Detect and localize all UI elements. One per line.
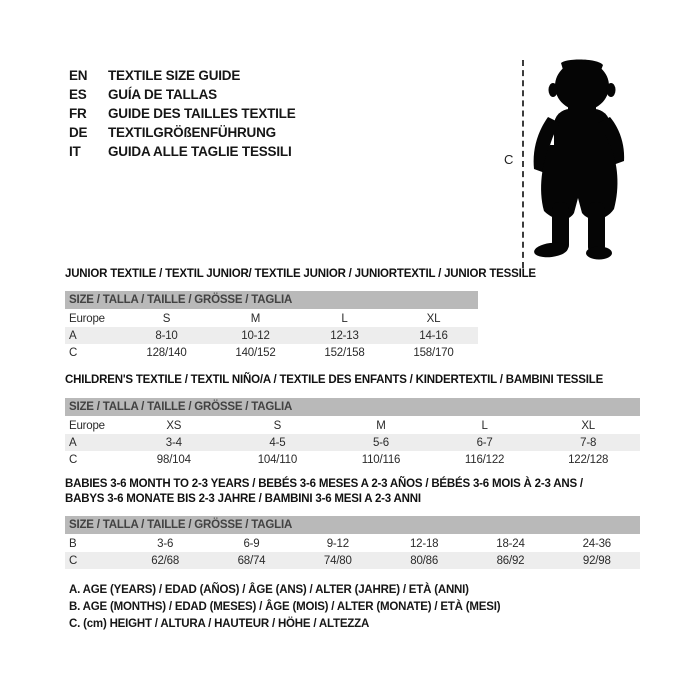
height-cell: 158/170 <box>413 346 454 359</box>
age-cell: 6-7 <box>476 436 493 449</box>
height-cell: 62/68 <box>151 554 180 567</box>
size-cell: S <box>162 312 171 325</box>
size-cell: M <box>376 419 386 432</box>
size-cell: XL <box>581 419 595 432</box>
height-cell: 122/128 <box>568 453 609 466</box>
size-header-bar: SIZE / TALLA / TAILLE / GRÖSSE / TAGLIA <box>65 398 640 416</box>
table-title: CHILDREN'S TEXTILE / TEXTIL NIÑO/A / TEXTILE DES ENFANTS / KINDERTEXTIL / BAMBINI TESSILE <box>65 374 604 386</box>
table-row <box>65 552 640 569</box>
table-title-line2: BABYS 3-6 MONATE BIS 2-3 JAHRE / BAMBINI 3-6 MESI A 2-3 ANNI <box>65 493 421 505</box>
age-cell: 12-13 <box>330 329 359 342</box>
row-label: A <box>69 329 77 342</box>
table-row <box>65 535 640 552</box>
height-cell: 104/110 <box>257 453 298 466</box>
size-cell: L <box>341 312 348 325</box>
age-cell: 9-12 <box>326 537 349 550</box>
table-title-line1: BABIES 3-6 MONTH TO 2-3 YEARS / BEBÉS 3-6 MESES A 2-3 AÑOS / BÉBÉS 3-6 MOIS À 2-3 ANS / <box>65 478 583 490</box>
age-cell: 6-9 <box>243 537 260 550</box>
junior-textile-table <box>65 267 536 361</box>
language-row-es <box>69 85 296 104</box>
language-label: GUIDE DES TAILLES TEXTILE <box>108 106 296 121</box>
height-cell: 116/122 <box>464 453 505 466</box>
row-label: Europe <box>69 312 105 325</box>
age-cell: 8-10 <box>155 329 178 342</box>
language-code: ES <box>69 87 87 102</box>
height-cell: 128/140 <box>146 346 187 359</box>
row-label: C <box>69 346 78 359</box>
height-cell: 152/158 <box>324 346 365 359</box>
babies-textile-table <box>65 477 640 569</box>
language-row-fr <box>69 104 296 123</box>
height-cell: 140/152 <box>235 346 276 359</box>
height-cell: 80/86 <box>410 554 439 567</box>
table-row <box>65 344 478 361</box>
language-code: EN <box>69 68 88 83</box>
language-label: TEXTILE SIZE GUIDE <box>108 68 241 83</box>
note-age-months: B. AGE (MONTHS) / EDAD (MESES) / ÂGE (MOIS) / ALTER (MONATE) / ETÀ (MESI) <box>69 601 501 613</box>
age-cell: 5-6 <box>372 436 389 449</box>
language-code: DE <box>69 125 88 140</box>
height-cell: 68/74 <box>237 554 266 567</box>
table-row <box>65 451 640 468</box>
note-age-years: A. AGE (YEARS) / EDAD (AÑOS) / ÂGE (ANS) / ALTER (JAHRE) / ETÀ (ANNI) <box>69 584 469 596</box>
language-label: GUÍA DE TALLAS <box>108 87 217 102</box>
language-row-en <box>69 66 296 85</box>
height-cell: 98/104 <box>156 453 191 466</box>
height-cell: 110/116 <box>361 453 401 466</box>
children-textile-table <box>65 373 640 468</box>
age-cell: 14-16 <box>419 329 448 342</box>
age-cell: 12-18 <box>409 537 439 550</box>
language-code: FR <box>69 106 87 121</box>
note-height-cm: C. (cm) HEIGHT / ALTURA / HAUTEUR / HÖHE / ALTEZZA <box>69 618 370 630</box>
language-label: GUIDA ALLE TAGLIE TESSILI <box>108 144 292 159</box>
height-cell: 86/92 <box>496 554 525 567</box>
size-cell: XL <box>426 312 441 325</box>
age-cell: 3-4 <box>165 436 182 449</box>
row-label: B <box>69 537 77 550</box>
table-row <box>65 417 640 434</box>
age-cell: 24-36 <box>582 537 612 550</box>
row-label: C <box>69 554 78 567</box>
age-cell: 18-24 <box>496 537 525 550</box>
height-cell: 74/80 <box>323 554 352 567</box>
height-c-label: C <box>504 152 514 167</box>
height-cell: 92/98 <box>582 554 611 567</box>
language-code: IT <box>69 144 81 159</box>
size-header-bar: SIZE / TALLA / TAILLE / GRÖSSE / TAGLIA <box>65 516 640 534</box>
table-title: JUNIOR TEXTILE / TEXTIL JUNIOR/ TEXTILE JUNIOR / JUNIORTEXTIL / JUNIOR TESSILE <box>65 268 536 280</box>
legend-notes <box>69 584 500 635</box>
language-row-it <box>69 142 296 161</box>
language-list <box>69 66 296 161</box>
language-row-de <box>69 123 296 142</box>
size-cell: XS <box>166 419 182 432</box>
age-cell: 4-5 <box>269 436 286 449</box>
row-label: C <box>69 453 78 466</box>
language-label: TEXTILGRÖßENFÜHRUNG <box>108 125 276 140</box>
age-cell: 3-6 <box>157 537 174 550</box>
size-header-bar: SIZE / TALLA / TAILLE / GRÖSSE / TAGLIA <box>65 291 478 309</box>
size-cell: L <box>481 419 488 432</box>
row-label: A <box>69 436 77 449</box>
age-cell: 10-12 <box>241 329 270 342</box>
height-dashed-line <box>522 60 524 268</box>
row-label: Europe <box>69 419 105 432</box>
size-cell: S <box>273 419 282 432</box>
size-cell: M <box>250 312 261 325</box>
baby-silhouette-icon <box>528 58 628 260</box>
table-row <box>65 327 478 344</box>
table-row <box>65 310 478 327</box>
age-cell: 7-8 <box>580 436 597 449</box>
table-row <box>65 434 640 451</box>
